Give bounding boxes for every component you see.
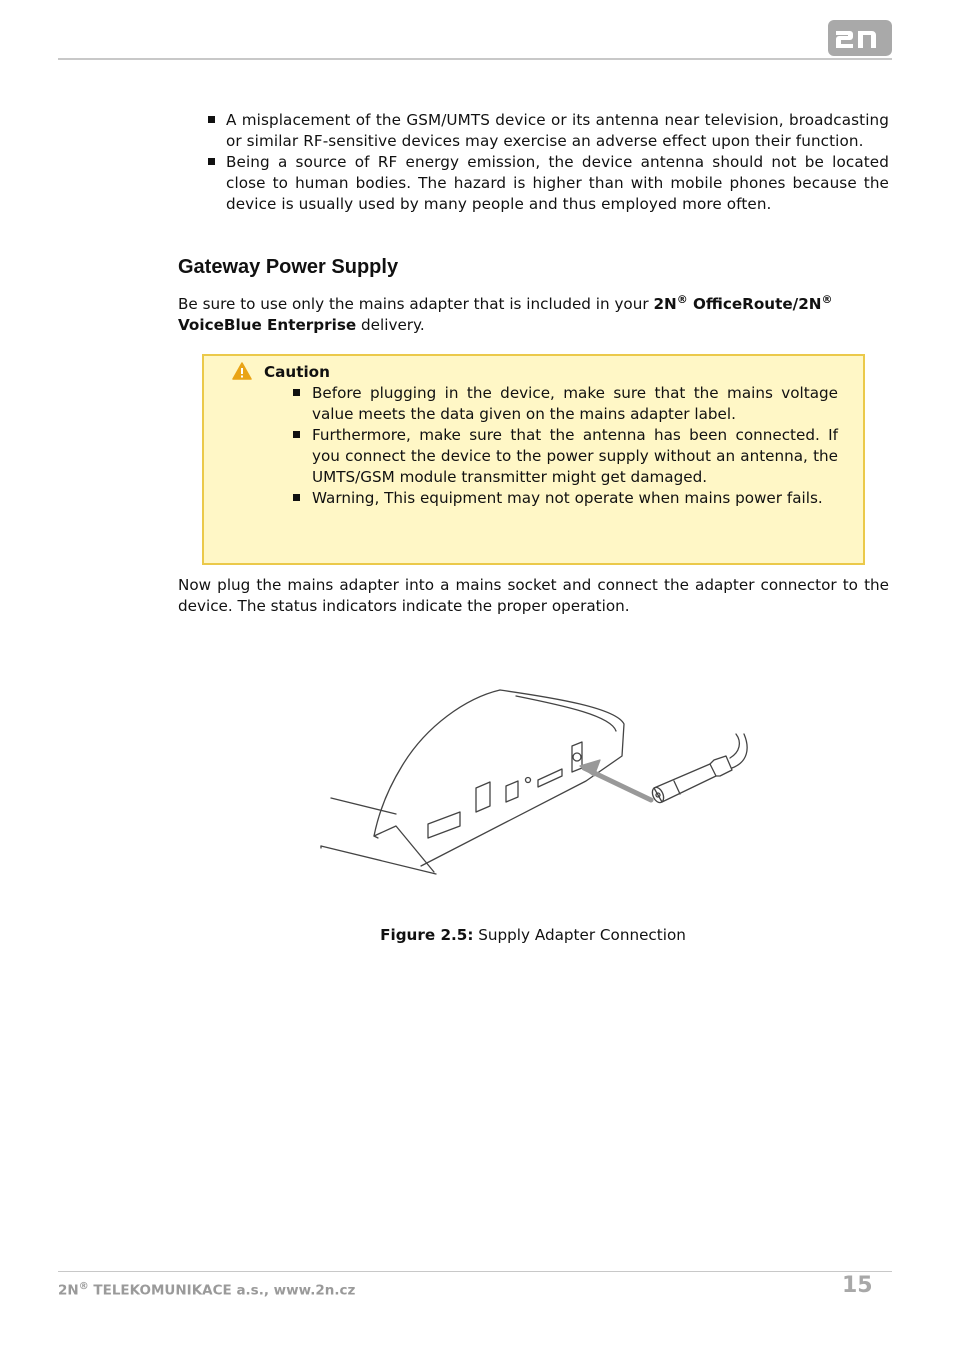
list-item: Being a source of RF energy emission, the device antenna should not be located close to human bodies. The hazard is higher than with mobile phones because the device is usually used by many people and thus employed more often. <box>206 152 889 215</box>
warning-icon <box>232 362 252 380</box>
caution-list <box>292 383 838 509</box>
intro-prefix: Be sure to use only the mains adapter that is included in your <box>178 295 654 313</box>
figure-caption <box>0 926 954 944</box>
header-rule <box>58 58 892 60</box>
list-item: Warning, This equipment may not operate when mains power fails. <box>292 488 838 509</box>
2n-logo <box>828 20 892 56</box>
registered-mark: ® <box>821 292 833 306</box>
body-paragraph: Now plug the mains adapter into a mains socket and connect the adapter connector to the device. The status indicators indicate the proper operation. <box>178 576 889 615</box>
caption-text: Supply Adapter Connection <box>473 926 686 944</box>
caption-label: Figure 2.5: <box>380 926 474 944</box>
footer-company <box>58 1281 355 1299</box>
footer-rule <box>58 1271 892 1272</box>
footer-brand: 2N <box>58 1282 79 1299</box>
intro-suffix: delivery. <box>356 316 425 334</box>
list-item: A misplacement of the GSM/UMTS device or its antenna near television, broadcasting or similar RF-sensitive devices may exercise an adverse effect upon their function. <box>206 110 889 152</box>
section-title: Gateway Power Supply <box>178 256 399 278</box>
registered-mark: ® <box>78 1281 89 1292</box>
product-name: OfficeRoute/2N <box>687 295 822 313</box>
supply-adapter-illustration <box>316 676 756 886</box>
list-item: Before plugging in the device, make sure that the mains voltage value meets the data given on the mains adapter label. <box>292 383 838 425</box>
intro-paragraph <box>178 294 889 336</box>
bullet-list <box>206 110 889 215</box>
product-name: VoiceBlue Enterprise <box>178 316 357 334</box>
caution-title: Caution <box>264 363 330 381</box>
page-number: 15 <box>842 1273 873 1298</box>
brand-name: 2N <box>653 295 677 313</box>
caution-box <box>202 354 865 565</box>
registered-mark: ® <box>676 292 688 306</box>
list-item: Furthermore, make sure that the antenna has been connected. If you connect the device to the power supply without an antenna, the UMTS/GSM module transmitter might get damaged. <box>292 425 838 488</box>
footer-company-name: TELEKOMUNIKACE a.s., www.2n.cz <box>88 1282 356 1299</box>
